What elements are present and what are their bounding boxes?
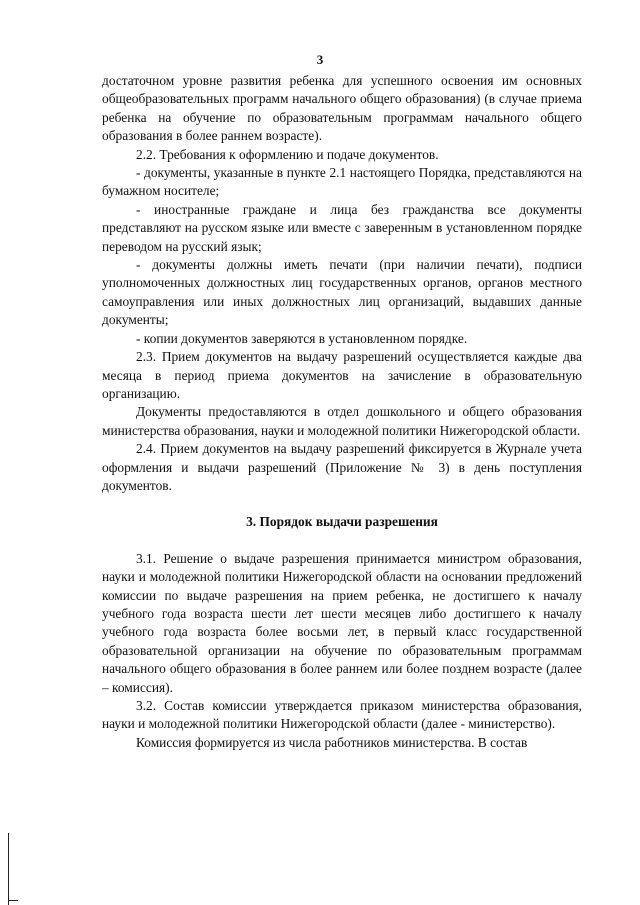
list-item: - иностранные граждане и лица без гражданства все документы представляют на русском языке или вместе с заверенным в установленном порядке переводом на русский язык; — [102, 201, 582, 254]
scan-margin-line — [8, 833, 9, 905]
document-body — [102, 72, 582, 752]
paragraph: Комиссия формируется из числа работников министерства. В состав — [136, 734, 528, 750]
paragraph: 3.2. Состав комиссии утверждается приказом министерства образования, науки и молодежной политики Нижегородской области (далее - министерство). — [102, 698, 582, 732]
section-heading: 3. Порядок выдачи разрешения — [246, 514, 438, 530]
paragraph: 2.2. Требования к оформлению и подаче документов. — [136, 146, 439, 162]
paragraph: достаточном уровне развития ребенка для успешного освоения им основных общеобразовательных программ начального общего образования) (в случае приема ребенка на обучение по образовательным программам начального общего образования в более раннем возрасте). — [102, 73, 582, 144]
paragraph: 2.3. Прием документов на выдачу разрешений осуществляется каждые два месяца в период приема документов на зачисление в образовательную организацию. — [102, 349, 582, 401]
paragraph: 2.4. Прием документов на выдачу разрешений фиксируется в Журнале учета оформления и выдачи разрешений (Приложение № 3) в день поступления документов. — [102, 441, 582, 493]
paragraph: 3.1. Решение о выдаче разрешения принимается министром образования, науки и молодежной политики Нижегородской области на основании предложений комиссии по выдаче разрешения на прием ребенка, не достигшего к началу учебного года возраста шести лет шести месяцев либо достигшего к началу учебного года возраста более восьми лет, в первый класс государственной образовательной организации на обучение по образовательным программам начального общего образования в более раннем или более позднем возрасте (далее – комиссия). — [102, 550, 582, 695]
list-item: - документы должны иметь печати (при наличии печати), подписи уполномоченных должностных лиц государственных органов, органов местного самоуправления или иных должностных лиц организаций, выдавших данные документы; — [102, 257, 582, 328]
list-item: - документы, указанные в пункте 2.1 настоящего Порядка, представляются на бумажном носителе; — [102, 165, 582, 199]
page-number: 3 — [316, 52, 324, 67]
list-item: - копии документов заверяются в установленном порядке. — [136, 330, 468, 346]
scan-margin-mark — [8, 900, 18, 901]
paragraph: Документы предоставляются в отдел дошкольного и общего образования министерства образования, науки и молодежной политики Нижегородской области. — [102, 404, 582, 438]
